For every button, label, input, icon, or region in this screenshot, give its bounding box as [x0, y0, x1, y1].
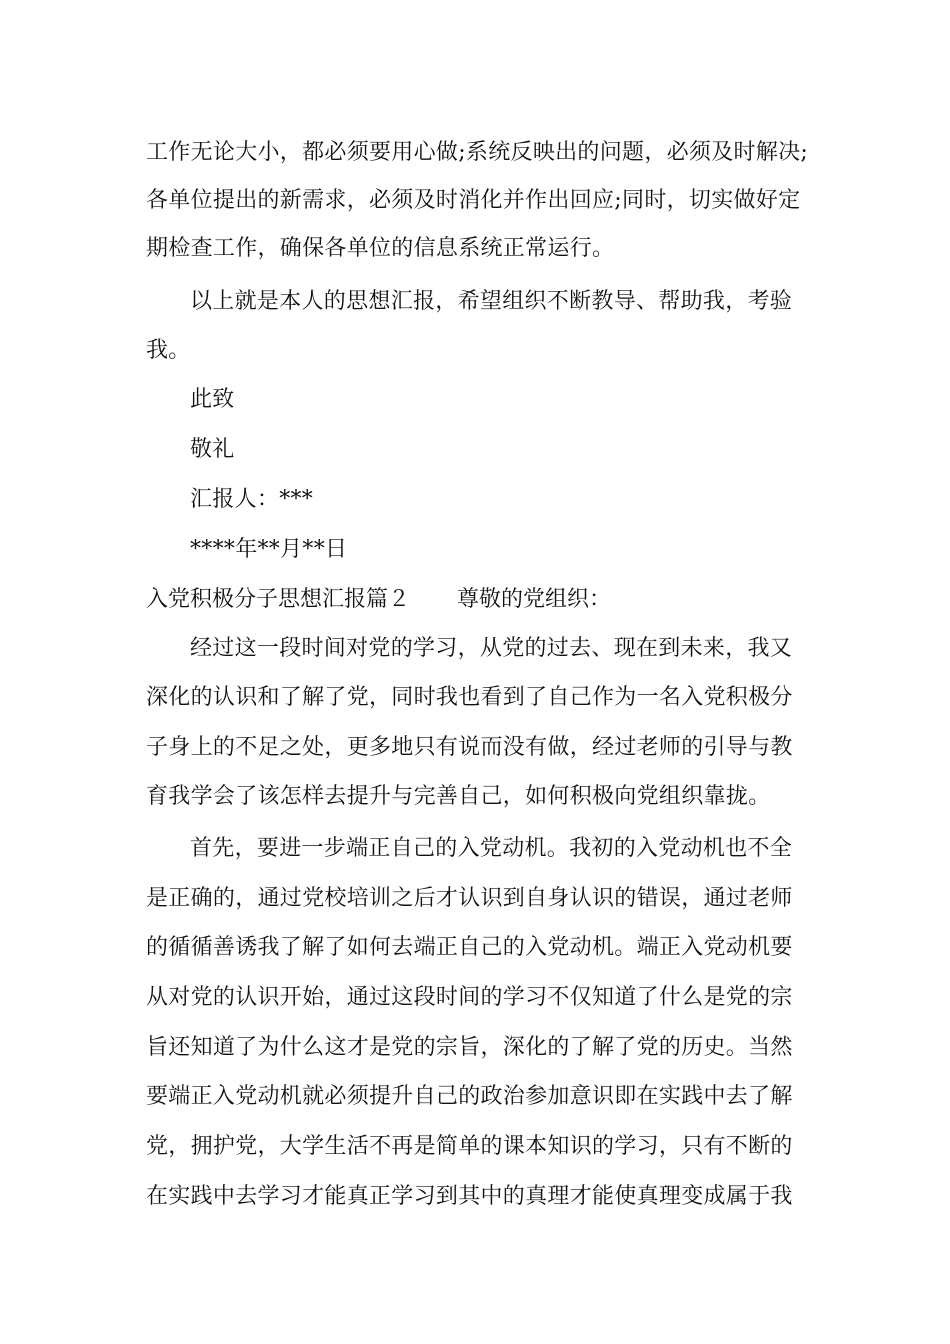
text-line: 育我学会了该怎样去提升与完善自己，如何积极向党组织靠拢。	[146, 784, 771, 809]
text-line: 期检查工作，确保各单位的信息系统正常运行。	[146, 236, 615, 261]
text-line: 各单位提出的新需求，必须及时消化并作出回应;同时，切实做好定	[146, 188, 801, 213]
closing-jingli: 敬礼	[190, 437, 235, 462]
text-line: 以上就是本人的思想汇报，希望组织不断教导、帮助我，考验	[190, 289, 793, 314]
closing-cizhi: 此致	[190, 387, 235, 412]
text-line: 首先，要进一步端正自己的入党动机。我初的入党动机也不全	[190, 836, 793, 861]
section-title: 入党积极分子思想汇报篇２	[146, 587, 411, 612]
text-line: 我。	[146, 338, 191, 363]
text-line: 经过这一段时间对党的学习，从党的过去、现在到未来，我又	[190, 636, 793, 661]
reporter-signature: 汇报人：***	[190, 487, 314, 512]
text-line: 要端正入党动机就必须提升自己的政治参加意识即在实践中去了解	[146, 1084, 793, 1109]
text-line: 旨还知道了为什么这才是党的宗旨，深化的了解了党的历史。当然	[146, 1035, 793, 1060]
salutation: 尊敬的党组织：	[457, 587, 612, 612]
report-date: ****年**月**日	[190, 537, 348, 562]
text-line: 是正确的，通过党校培训之后才认识到自身认识的错误，通过老师	[146, 886, 793, 911]
text-line: 党，拥护党，大学生活不再是简单的课本知识的学习，只有不断的	[146, 1134, 793, 1159]
text-line: 工作无论大小，都必须要用心做;系统反映出的问题，必须及时解决;	[146, 140, 809, 165]
section-heading	[146, 583, 611, 617]
text-line: 在实践中去学习才能真正学习到其中的真理才能使真理变成属于我	[146, 1184, 793, 1209]
text-line: 子身上的不足之处，更多地只有说而没有做，经过老师的引导与教	[146, 735, 793, 760]
text-line: 从对党的认识开始，通过这段时间的学习不仅知道了什么是党的宗	[146, 985, 793, 1010]
text-line: 的循循善诱我了解了如何去端正自己的入党动机。端正入党动机要	[146, 935, 793, 960]
text-line: 深化的认识和了解了党，同时我也看到了自己作为一名入党积极分	[146, 685, 793, 710]
